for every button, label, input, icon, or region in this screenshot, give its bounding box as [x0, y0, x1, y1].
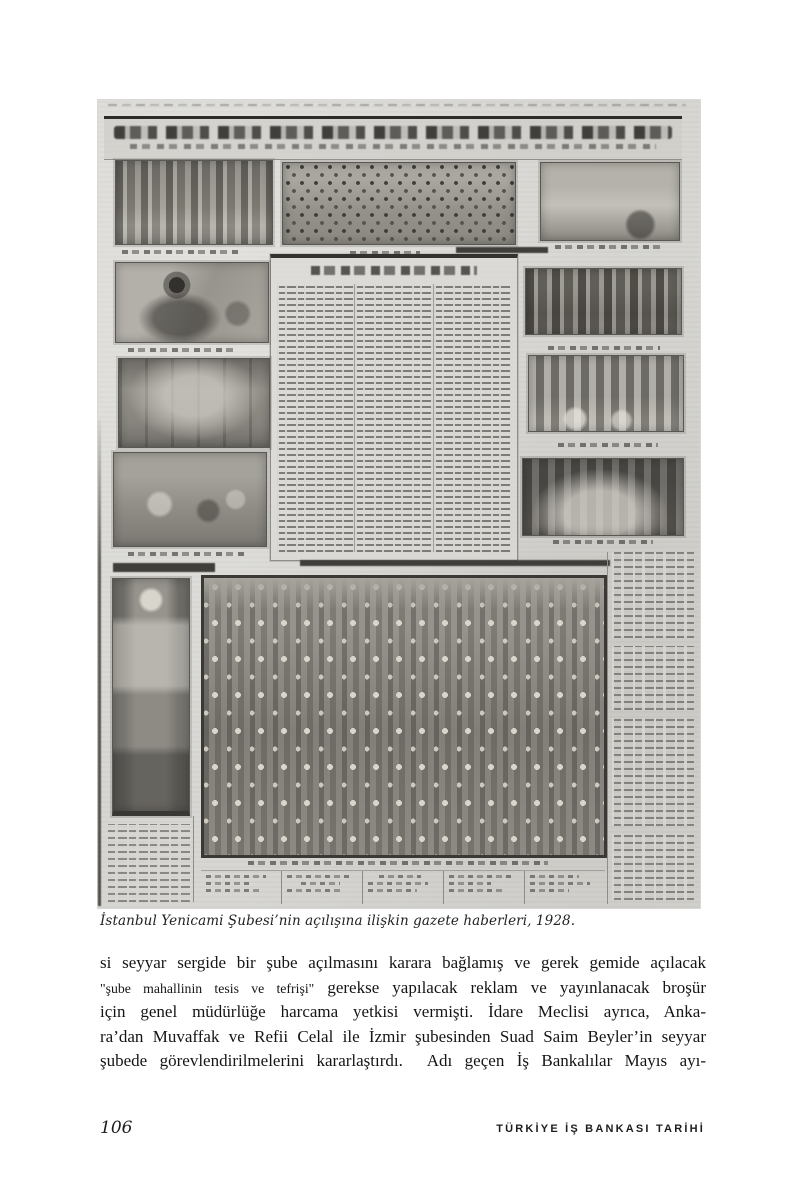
left-column-header-bar	[113, 563, 215, 572]
running-title: TÜRKİYE İŞ BANKASI TARİHİ	[496, 1123, 705, 1135]
masthead-calligraphy	[114, 126, 672, 139]
photo-caption-right-1	[548, 346, 660, 350]
newspaper-group-photo	[201, 575, 607, 858]
photo-caption-top-left	[122, 250, 240, 254]
article-column	[277, 284, 354, 552]
group-photo-caption	[248, 861, 548, 865]
photo-caption-top-right	[555, 245, 660, 249]
news-text-fragment-left	[106, 824, 190, 902]
photo-caption-bar-top-center	[456, 247, 548, 253]
page-number: 106	[100, 1118, 133, 1138]
newspaper-photo-right-1	[525, 268, 682, 335]
news-text-fragment	[612, 834, 694, 900]
masthead-subline	[130, 144, 656, 149]
newspaper-photo-top-left	[115, 160, 273, 245]
body-paragraph	[100, 951, 706, 1074]
names-table-cell	[362, 871, 443, 904]
figure-caption: İstanbul Yenicami Şubesi’nin açılışına ilişkin gazete haberleri, 1928.	[100, 913, 576, 929]
photo-caption-left-3	[128, 552, 246, 556]
scan-edge-shadow	[98, 420, 101, 906]
article-column	[354, 284, 432, 552]
news-text-fragment	[612, 646, 694, 710]
body-line-2	[100, 976, 706, 1001]
names-table-cell	[201, 871, 281, 904]
article-headline	[311, 266, 477, 275]
newspaper-photo-right-3	[522, 458, 684, 536]
photo-caption-left-1	[128, 348, 236, 352]
news-text-fragment	[612, 718, 694, 826]
article-columns	[277, 284, 511, 552]
group-photo-background	[204, 578, 604, 610]
column-rule-left	[193, 816, 194, 902]
newspaper-scan-figure	[98, 100, 700, 908]
newspaper-photo-top-right	[540, 162, 680, 241]
article-column	[433, 284, 511, 552]
newspaper-photo-top-center	[282, 162, 516, 245]
body-line-1: si seyyar sergide bir şube açılmasını karara bağlamış ve gerek gemide açılacak	[100, 953, 706, 972]
names-table-cell	[524, 871, 605, 904]
news-text-fragment	[612, 552, 694, 638]
article-bottom-rule	[300, 560, 610, 566]
newspaper-article-block	[270, 254, 518, 561]
newspaper-photo-right-2	[528, 355, 684, 432]
newspaper-photo-left-1	[115, 262, 269, 343]
names-table-cell	[281, 871, 362, 904]
photo-caption-right-3	[553, 540, 653, 544]
inline-quotation: "şube mahallinin tesis ve tefrişi"	[100, 980, 315, 996]
column-rule-right	[607, 552, 608, 904]
news-text-column-right	[612, 552, 694, 904]
newspaper-photo-left-3	[113, 452, 267, 547]
body-line-2-rest: gerekse yapılacak reklam ve yayınlanacak broşür	[314, 977, 706, 997]
body-line-3: için genel müdürlüğe harcama yetkisi vermişti. İdare Meclisi ayrıca, Anka-	[100, 1002, 706, 1022]
newspaper-photo-left-2	[118, 358, 270, 448]
photo-caption-right-2	[558, 443, 658, 447]
newspaper-top-rule	[108, 104, 686, 106]
names-table	[201, 870, 605, 904]
newspaper-photo-bust	[112, 578, 190, 816]
names-table-cell	[443, 871, 524, 904]
body-line-5: şubede görevlendirilmelerini kararlaştırdı. Adı geçen İş Bankalılar Mayıs ayı-	[100, 1051, 706, 1071]
newspaper-masthead	[104, 116, 682, 160]
body-line-4: ra’dan Muvaffak ve Refii Celal ile İzmir şubesinden Suad Saim Beyler’in seyyar	[100, 1026, 706, 1046]
